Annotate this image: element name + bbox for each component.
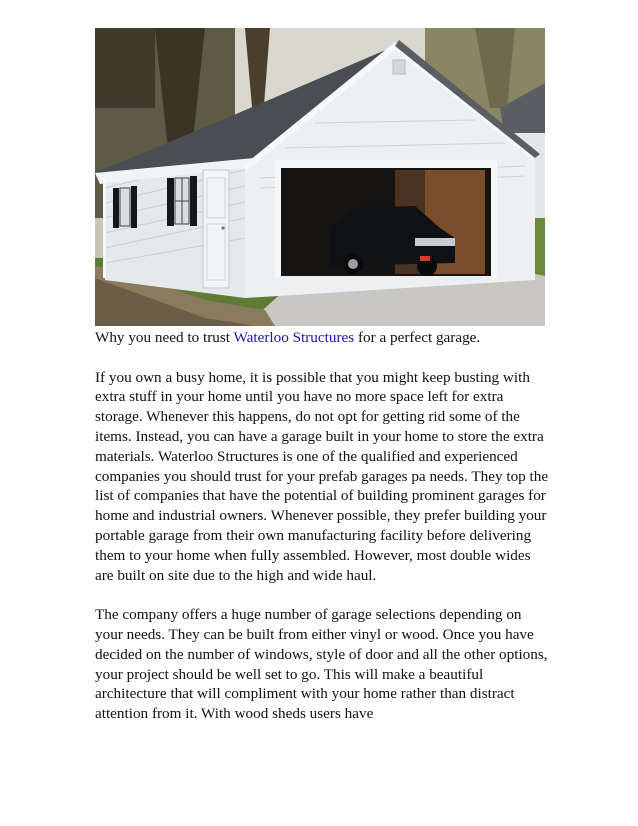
- waterloo-structures-link[interactable]: Waterloo Structures: [233, 329, 355, 346]
- garage-photo: [95, 28, 545, 326]
- article-body: [95, 328, 550, 744]
- intro-after: for a perfect garage.: [354, 329, 481, 346]
- intro-line: [95, 328, 550, 348]
- paragraph-1: If you own a busy home, it is possible that you might keep busting with extra stuff in your home until you have no more space left for extra storage. Whenever this happens, do not opt for getting rid some of the items. Instead, you can have a garage built in your home to store the extra materials. Waterloo Structures is one of the qualified and experienced companies you should trust for your prefab garages pa needs. They top the list of companies that have the potential of building prominent garages for home and industrial owners. Whenever possible, they prefer building your portable garage from their own manufacturing facility before delivering them to your home when fully assembled. However, most double wides are built on site due to the high and wide haul.: [95, 368, 549, 584]
- intro-before: Why you need to trust: [95, 329, 234, 346]
- paragraph-2: The company offers a huge number of garage selections depending on your needs. They can be built from either vinyl or wood. Once you have decided on the number of windows, style of door and all the other options, your project should be well set to go. This will make a beautiful architecture that will compliment with your home rather than distract attention from it. With wood sheds users have: [95, 606, 548, 723]
